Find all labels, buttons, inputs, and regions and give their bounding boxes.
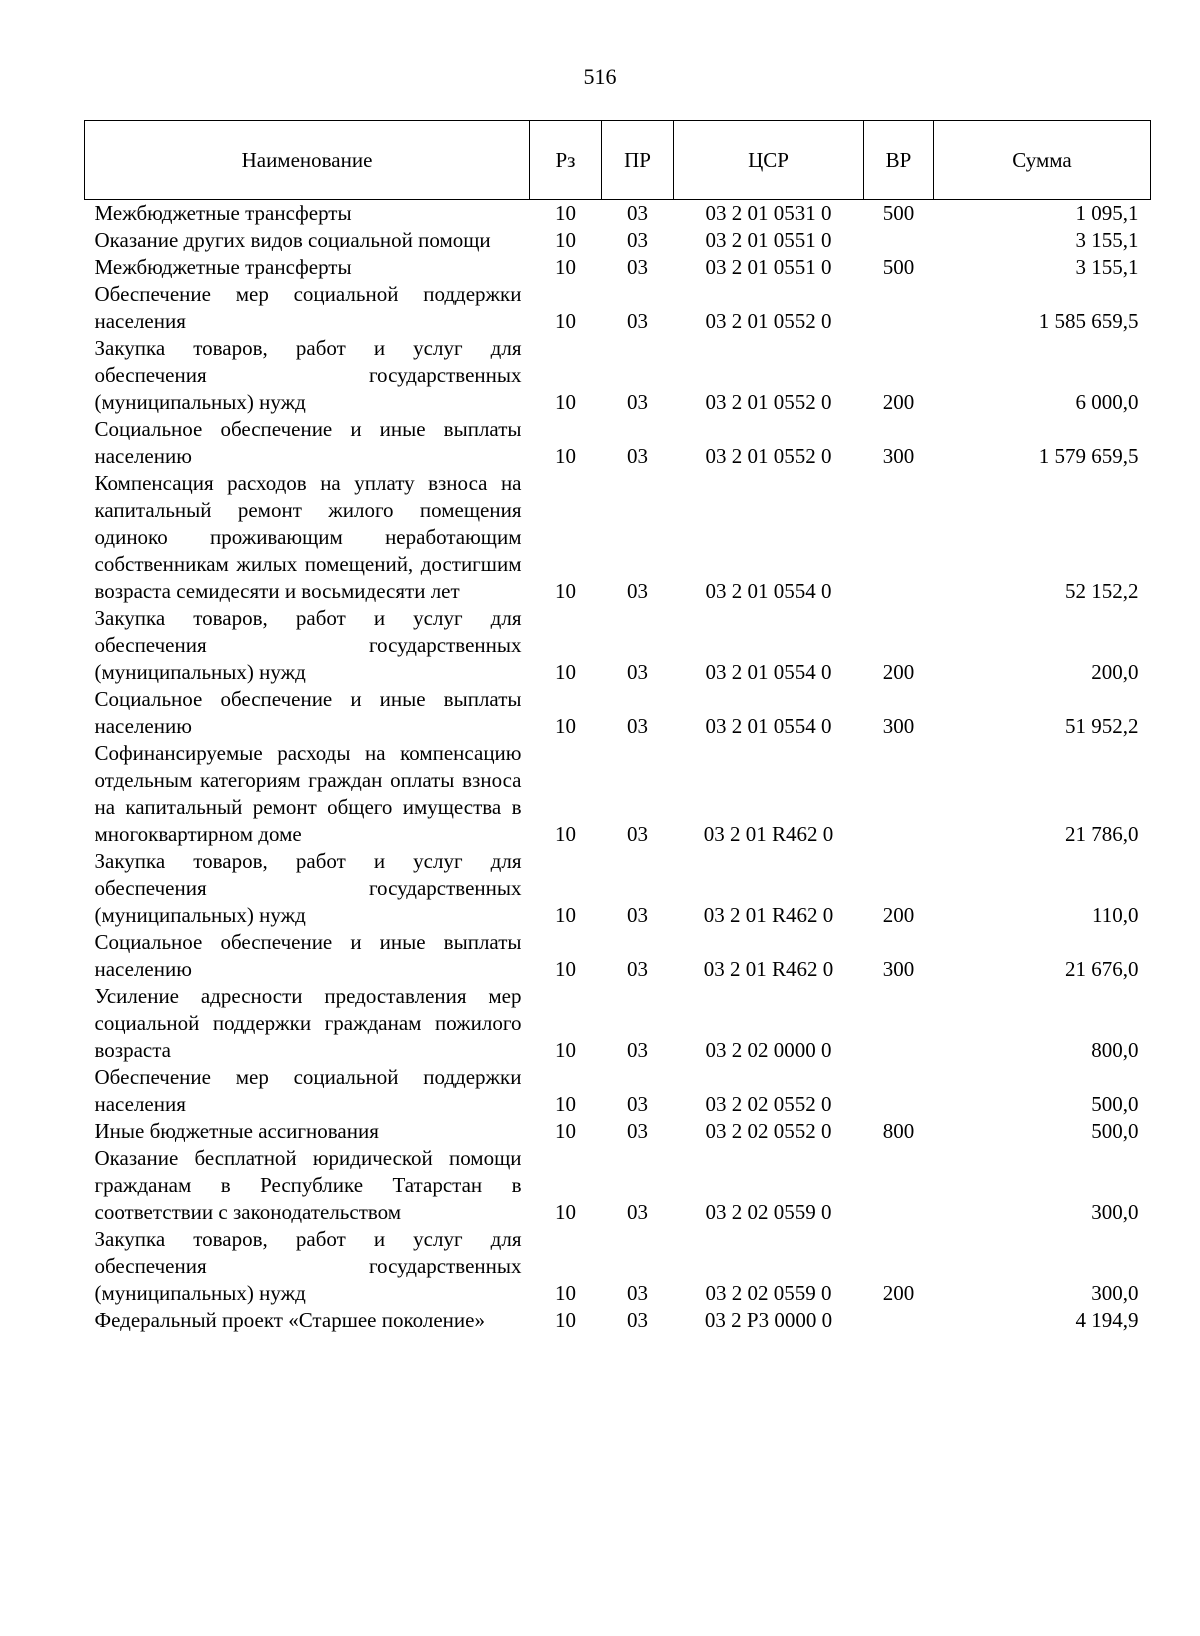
table-row	[85, 1307, 1151, 1334]
cell-sum: 800,0	[1091, 1038, 1139, 1062]
header-sum: Сумма	[934, 121, 1151, 200]
cell-vr: 300	[882, 957, 915, 981]
cell-csr: 03 2 01 R462 0	[703, 957, 834, 981]
cell-vr	[864, 1145, 934, 1226]
cell-name: Закупка товаров, работ и услуг для обеспечения государственных (муниципальных) нужд	[94, 1227, 522, 1305]
cell-csr: 03 2 01 0531 0	[705, 201, 832, 225]
table-row	[85, 254, 1151, 281]
page-number: 516	[583, 64, 617, 89]
cell-sum: 6 000,0	[1075, 390, 1139, 414]
cell-rz: 10	[555, 255, 576, 279]
cell-csr: 03 2 01 0552 0	[705, 309, 832, 333]
header-name: Наименование	[85, 121, 530, 200]
table-row	[85, 605, 1151, 686]
cell-sum: 500,0	[1091, 1119, 1139, 1143]
cell-sum: 300,0	[1091, 1200, 1139, 1224]
cell-pr: 03	[627, 309, 648, 333]
cell-vr: 800	[882, 1119, 915, 1143]
cell-sum: 200,0	[1091, 660, 1139, 684]
cell-vr: 300	[882, 714, 915, 738]
table-row	[85, 227, 1151, 254]
cell-csr: 03 2 02 0552 0	[705, 1119, 832, 1143]
table-row	[85, 686, 1151, 740]
cell-vr: 200	[882, 1281, 915, 1305]
cell-name: Социальное обеспечение и иные выплаты населению	[94, 687, 522, 738]
cell-sum: 300,0	[1091, 1281, 1139, 1305]
cell-rz: 10	[555, 822, 576, 846]
cell-sum: 3 155,1	[1075, 228, 1139, 252]
cell-vr	[864, 470, 934, 605]
table-row	[85, 848, 1151, 929]
cell-rz: 10	[555, 1200, 576, 1224]
table-body	[85, 200, 1151, 1335]
cell-csr: 03 2 02 0552 0	[705, 1092, 832, 1116]
cell-rz: 10	[555, 1092, 576, 1116]
cell-pr: 03	[627, 1200, 648, 1224]
cell-sum: 1 585 659,5	[1038, 309, 1139, 333]
cell-name: Социальное обеспечение и иные выплаты населению	[94, 417, 522, 468]
table-row	[85, 1064, 1151, 1118]
cell-rz: 10	[555, 228, 576, 252]
header-rz: Рз	[530, 121, 602, 200]
cell-csr: 03 2 01 0551 0	[705, 255, 832, 279]
cell-csr: 03 2 02 0000 0	[705, 1038, 832, 1062]
cell-name: Закупка товаров, работ и услуг для обеспечения государственных (муниципальных) нужд	[94, 606, 522, 684]
cell-pr: 03	[627, 822, 648, 846]
cell-pr: 03	[627, 660, 648, 684]
cell-csr: 03 2 01 0554 0	[705, 579, 832, 603]
cell-vr: 500	[882, 201, 915, 225]
cell-sum: 500,0	[1091, 1092, 1139, 1116]
cell-csr: 03 2 01 R462 0	[703, 822, 834, 846]
cell-csr: 03 2 02 0559 0	[705, 1200, 832, 1224]
cell-pr: 03	[627, 903, 648, 927]
table-row	[85, 1226, 1151, 1307]
cell-csr: 03 2 01 0552 0	[705, 444, 832, 468]
cell-rz: 10	[555, 1308, 576, 1332]
cell-name: Социальное обеспечение и иные выплаты населению	[94, 930, 522, 981]
cell-pr: 03	[627, 228, 648, 252]
cell-vr	[864, 1307, 934, 1334]
table-row	[85, 1145, 1151, 1226]
table-row	[85, 470, 1151, 605]
table-row	[85, 740, 1151, 848]
cell-name: Компенсация расходов на уплату взноса на капитальный ремонт жилого помещения одиноко проживающим неработающим собственникам жилых помещений, достигшим возраста семидесяти и восьмидесяти лет	[94, 471, 522, 603]
cell-name: Обеспечение мер социальной поддержки населения	[94, 1065, 522, 1116]
table-header-row	[85, 121, 1151, 200]
cell-rz: 10	[555, 444, 576, 468]
cell-name: Усиление адресности предоставления мер социальной поддержки гражданам пожилого возраста	[94, 984, 522, 1062]
cell-pr: 03	[627, 390, 648, 414]
cell-rz: 10	[555, 903, 576, 927]
cell-rz: 10	[555, 1281, 576, 1305]
cell-vr: 200	[882, 660, 915, 684]
cell-csr: 03 2 P3 0000 0	[704, 1308, 833, 1332]
cell-vr: 200	[882, 390, 915, 414]
cell-pr: 03	[627, 444, 648, 468]
cell-csr: 03 2 01 0551 0	[705, 228, 832, 252]
cell-vr: 300	[882, 444, 915, 468]
cell-vr: 200	[882, 903, 915, 927]
cell-name: Оказание бесплатной юридической помощи гражданам в Республике Татарстан в соответствии с законодательством	[94, 1146, 522, 1224]
cell-vr	[864, 1064, 934, 1118]
cell-pr: 03	[627, 201, 648, 225]
cell-vr	[864, 740, 934, 848]
cell-name: Межбюджетные трансферты	[94, 255, 352, 279]
cell-sum: 21 786,0	[1065, 822, 1139, 846]
cell-csr: 03 2 01 0554 0	[705, 714, 832, 738]
cell-sum: 4 194,9	[1075, 1308, 1139, 1332]
table-row	[85, 929, 1151, 983]
cell-vr	[864, 281, 934, 335]
cell-vr	[864, 983, 934, 1064]
cell-pr: 03	[627, 1119, 648, 1143]
cell-rz: 10	[555, 390, 576, 414]
cell-name: Закупка товаров, работ и услуг для обеспечения государственных (муниципальных) нужд	[94, 849, 522, 927]
cell-rz: 10	[555, 1119, 576, 1143]
table-row	[85, 281, 1151, 335]
cell-csr: 03 2 01 R462 0	[703, 903, 834, 927]
header-csr: ЦСР	[674, 121, 864, 200]
table-row	[85, 200, 1151, 228]
cell-name: Межбюджетные трансферты	[94, 201, 352, 225]
cell-sum: 3 155,1	[1075, 255, 1139, 279]
cell-csr: 03 2 01 0552 0	[705, 390, 832, 414]
cell-csr: 03 2 02 0559 0	[705, 1281, 832, 1305]
table-row	[85, 416, 1151, 470]
budget-table	[84, 120, 1151, 1334]
cell-rz: 10	[555, 1038, 576, 1062]
cell-rz: 10	[555, 714, 576, 738]
cell-rz: 10	[555, 660, 576, 684]
cell-pr: 03	[627, 1038, 648, 1062]
cell-vr	[864, 227, 934, 254]
cell-name: Федеральный проект «Старшее поколение»	[94, 1308, 485, 1332]
cell-csr: 03 2 01 0554 0	[705, 660, 832, 684]
table-row	[85, 983, 1151, 1064]
cell-sum: 110,0	[1092, 903, 1139, 927]
cell-pr: 03	[627, 579, 648, 603]
cell-rz: 10	[555, 957, 576, 981]
cell-rz: 10	[555, 309, 576, 333]
cell-sum: 52 152,2	[1065, 579, 1139, 603]
cell-name: Иные бюджетные ассигнования	[94, 1119, 379, 1143]
header-vr: ВР	[864, 121, 934, 200]
cell-sum: 1 095,1	[1075, 201, 1139, 225]
cell-pr: 03	[627, 1308, 648, 1332]
table-row	[85, 335, 1151, 416]
cell-pr: 03	[627, 714, 648, 738]
cell-sum: 21 676,0	[1065, 957, 1139, 981]
cell-pr: 03	[627, 1092, 648, 1116]
cell-vr: 500	[882, 255, 915, 279]
cell-name: Софинансируемые расходы на компенсацию отдельным категориям граждан оплаты взноса на капитальный ремонт общего имущества в многоквартирном доме	[94, 741, 522, 846]
table-row	[85, 1118, 1151, 1145]
cell-pr: 03	[627, 255, 648, 279]
cell-pr: 03	[627, 1281, 648, 1305]
cell-name: Оказание других видов социальной помощи	[94, 228, 491, 252]
cell-sum: 1 579 659,5	[1038, 444, 1139, 468]
cell-name: Обеспечение мер социальной поддержки населения	[94, 282, 522, 333]
cell-rz: 10	[555, 579, 576, 603]
cell-name: Закупка товаров, работ и услуг для обеспечения государственных (муниципальных) нужд	[94, 336, 522, 414]
header-pr: ПР	[602, 121, 674, 200]
cell-pr: 03	[627, 957, 648, 981]
cell-rz: 10	[555, 201, 576, 225]
cell-sum: 51 952,2	[1065, 714, 1139, 738]
